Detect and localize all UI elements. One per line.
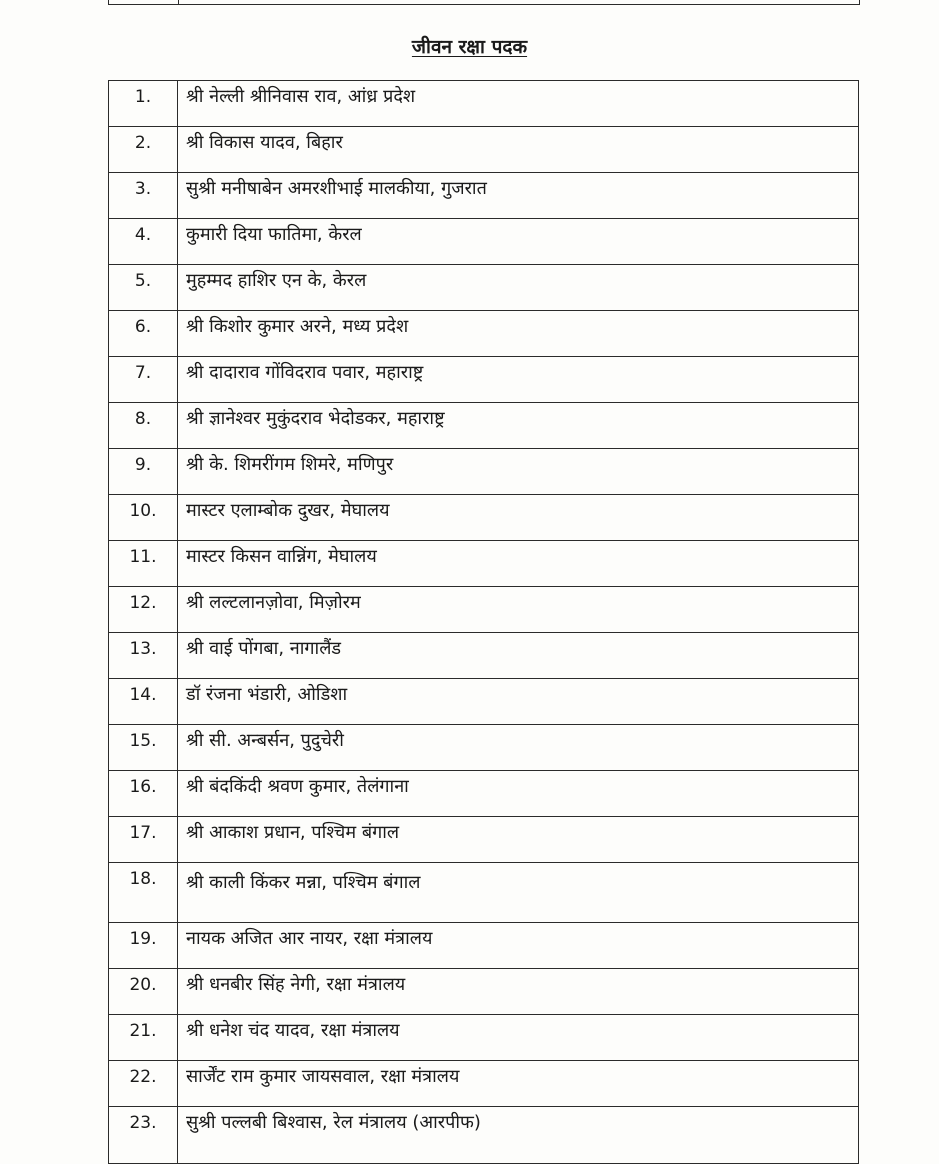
serial-number: 18. bbox=[109, 863, 178, 923]
recipient-name: श्री विकास यादव, बिहार bbox=[178, 127, 859, 173]
table-row bbox=[109, 1061, 859, 1107]
table-row bbox=[109, 403, 859, 449]
recipient-name: श्री धनबीर सिंह नेगी, रक्षा मंत्रालय bbox=[178, 969, 859, 1015]
recipient-name: मास्टर एलाम्बोक दुखर, मेघालय bbox=[178, 495, 859, 541]
table-row bbox=[109, 817, 859, 863]
table-row bbox=[109, 1015, 859, 1061]
recipient-name: श्री वाई पोंगबा, नागालैंड bbox=[178, 633, 859, 679]
recipient-name: कुमारी दिया फातिमा, केरल bbox=[178, 219, 859, 265]
serial-number: 22. bbox=[109, 1061, 178, 1107]
serial-number: 16. bbox=[109, 771, 178, 817]
table-row bbox=[109, 771, 859, 817]
recipient-name: श्री आकाश प्रधान, पश्चिम बंगाल bbox=[178, 817, 859, 863]
serial-number: 9. bbox=[109, 449, 178, 495]
serial-number: 2. bbox=[109, 127, 178, 173]
recipient-name: मुहम्मद हाशिर एन के, केरल bbox=[178, 265, 859, 311]
table-row bbox=[109, 81, 859, 127]
serial-number: 10. bbox=[109, 495, 178, 541]
table-row bbox=[109, 219, 859, 265]
table-row bbox=[109, 173, 859, 219]
table-row bbox=[109, 1107, 859, 1164]
table-row bbox=[109, 449, 859, 495]
serial-number: 1. bbox=[109, 81, 178, 127]
table-row bbox=[109, 495, 859, 541]
recipient-name: श्री ज्ञानेश्वर मुकुंदराव भेदोडकर, महाराष्ट्र bbox=[178, 403, 859, 449]
recipient-name: श्री के. शिमरींगम शिमरे, मणिपुर bbox=[178, 449, 859, 495]
recipient-name: सार्जेंट राम कुमार जायसवाल, रक्षा मंत्रालय bbox=[178, 1061, 859, 1107]
recipient-name: मास्टर किसन वान्निंग, मेघालय bbox=[178, 541, 859, 587]
table-row bbox=[109, 633, 859, 679]
table-row bbox=[109, 357, 859, 403]
serial-number: 7. bbox=[109, 357, 178, 403]
recipient-name: श्री सी. अन्बर्सन, पुदुचेरी bbox=[178, 725, 859, 771]
section-heading-text: जीवन रक्षा पदक bbox=[411, 36, 528, 58]
serial-number: 20. bbox=[109, 969, 178, 1015]
table-row bbox=[109, 923, 859, 969]
serial-number: 23. bbox=[109, 1107, 178, 1164]
serial-number: 17. bbox=[109, 817, 178, 863]
recipient-name: श्री काली किंकर मन्ना, पश्चिम बंगाल bbox=[178, 863, 859, 923]
serial-number: 15. bbox=[109, 725, 178, 771]
recipient-name: श्री नेल्ली श्रीनिवास राव, आंध्र प्रदेश bbox=[178, 81, 859, 127]
medal-recipients-table bbox=[108, 80, 859, 1164]
recipient-name: सुश्री पल्लबी बिश्वास, रेल मंत्रालय (आरपीफ) bbox=[178, 1107, 859, 1164]
table-row bbox=[109, 679, 859, 725]
serial-number: 12. bbox=[109, 587, 178, 633]
serial-number: 3. bbox=[109, 173, 178, 219]
table-row bbox=[109, 265, 859, 311]
table-row bbox=[109, 863, 859, 923]
recipient-name: नायक अजित आर नायर, रक्षा मंत्रालय bbox=[178, 923, 859, 969]
recipient-name: डॉ रंजना भंडारी, ओडिशा bbox=[178, 679, 859, 725]
recipient-name: श्री किशोर कुमार अरने, मध्य प्रदेश bbox=[178, 311, 859, 357]
serial-number: 21. bbox=[109, 1015, 178, 1061]
serial-number: 19. bbox=[109, 923, 178, 969]
serial-number: 11. bbox=[109, 541, 178, 587]
table-row bbox=[109, 969, 859, 1015]
table-row bbox=[109, 311, 859, 357]
serial-number: 4. bbox=[109, 219, 178, 265]
serial-number: 5. bbox=[109, 265, 178, 311]
serial-number: 6. bbox=[109, 311, 178, 357]
table-row bbox=[109, 541, 859, 587]
serial-number: 14. bbox=[109, 679, 178, 725]
recipient-name: सुश्री मनीषाबेन अमरशीभाई मालकीया, गुजरात bbox=[178, 173, 859, 219]
recipient-name: श्री लल्टलानज़ोवा, मिज़ोरम bbox=[178, 587, 859, 633]
previous-table-bottom-edge bbox=[108, 0, 860, 5]
serial-number: 8. bbox=[109, 403, 178, 449]
recipient-name: श्री दादाराव गोंविदराव पवार, महाराष्ट्र bbox=[178, 357, 859, 403]
section-heading bbox=[0, 33, 939, 59]
table-row bbox=[109, 725, 859, 771]
recipient-name: श्री बंदकिंदी श्रवण कुमार, तेलंगाना bbox=[178, 771, 859, 817]
recipient-name: श्री धनेश चंद यादव, रक्षा मंत्रालय bbox=[178, 1015, 859, 1061]
serial-number: 13. bbox=[109, 633, 178, 679]
table-row bbox=[109, 127, 859, 173]
previous-table-column-divider bbox=[178, 0, 179, 4]
table-row bbox=[109, 587, 859, 633]
